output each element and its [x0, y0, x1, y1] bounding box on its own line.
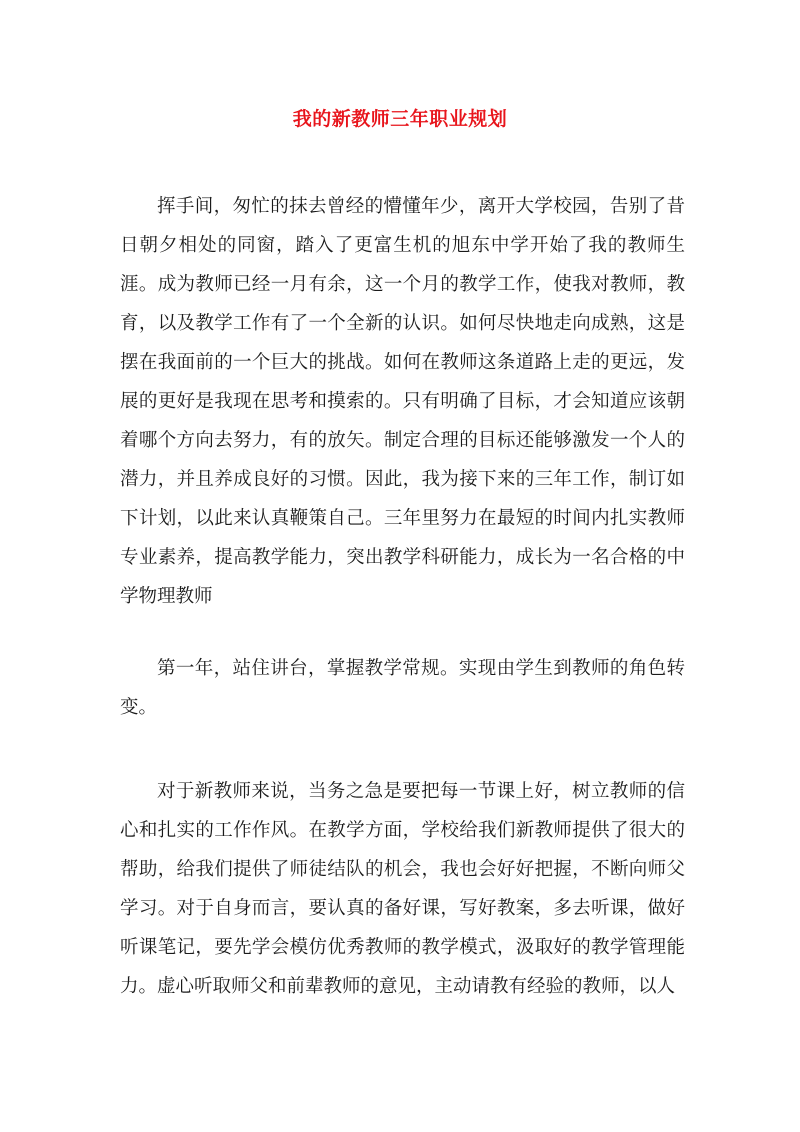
- paragraph-new-teacher: 对于新教师来说，当务之急是要把每一节课上好，树立教师的信心和扎实的工作作风。在教学方面，学校给我们新教师提供了很大的帮助，给我们提供了师徒结队的机会，我也会好好把握，不断向师父学习。对于自身而言，要认真的备好课，写好教案，多去听课，做好听课笔记，要先学会模仿优秀教师的教学模式，汲取好的教学管理能力。虚心听取师父和前辈教师的意见，主动请教有经验的教师，以人: [120, 781, 685, 997]
- paragraph-first-year: 第一年，站住讲台，掌握教学常规。实现由学生到教师的角色转变。: [120, 658, 685, 718]
- document-title: 我的新教师三年职业规划: [292, 108, 508, 130]
- paragraph-intro: 挥手间，匆忙的抹去曾经的懵懂年少，离开大学校园，告别了昔日朝夕相处的同窗，踏入了更富生机的旭东中学开始了我的教师生涯。成为教师已经一月有余，这一个月的教学工作，使我对教师，教育，以及教学工作有了一个全新的认识。如何尽快地走向成熟，这是摆在我面前的一个巨大的挑战。如何在教师这条道路上走的更远，发展的更好是我现在思考和摸索的。只有明确了目标，才会知道应该朝着哪个方向去努力，有的放矢。制定合理的目标还能够激发一个人的潜力，并且养成良好的习惯。因此，我为接下来的三年工作，制订如下计划，以此来认真鞭策自己。三年里努力在最短的时间内扎实教师专业素养，提高教学能力，突出教学科研能力，成长为一名合格的中学物理教师: [120, 196, 685, 607]
